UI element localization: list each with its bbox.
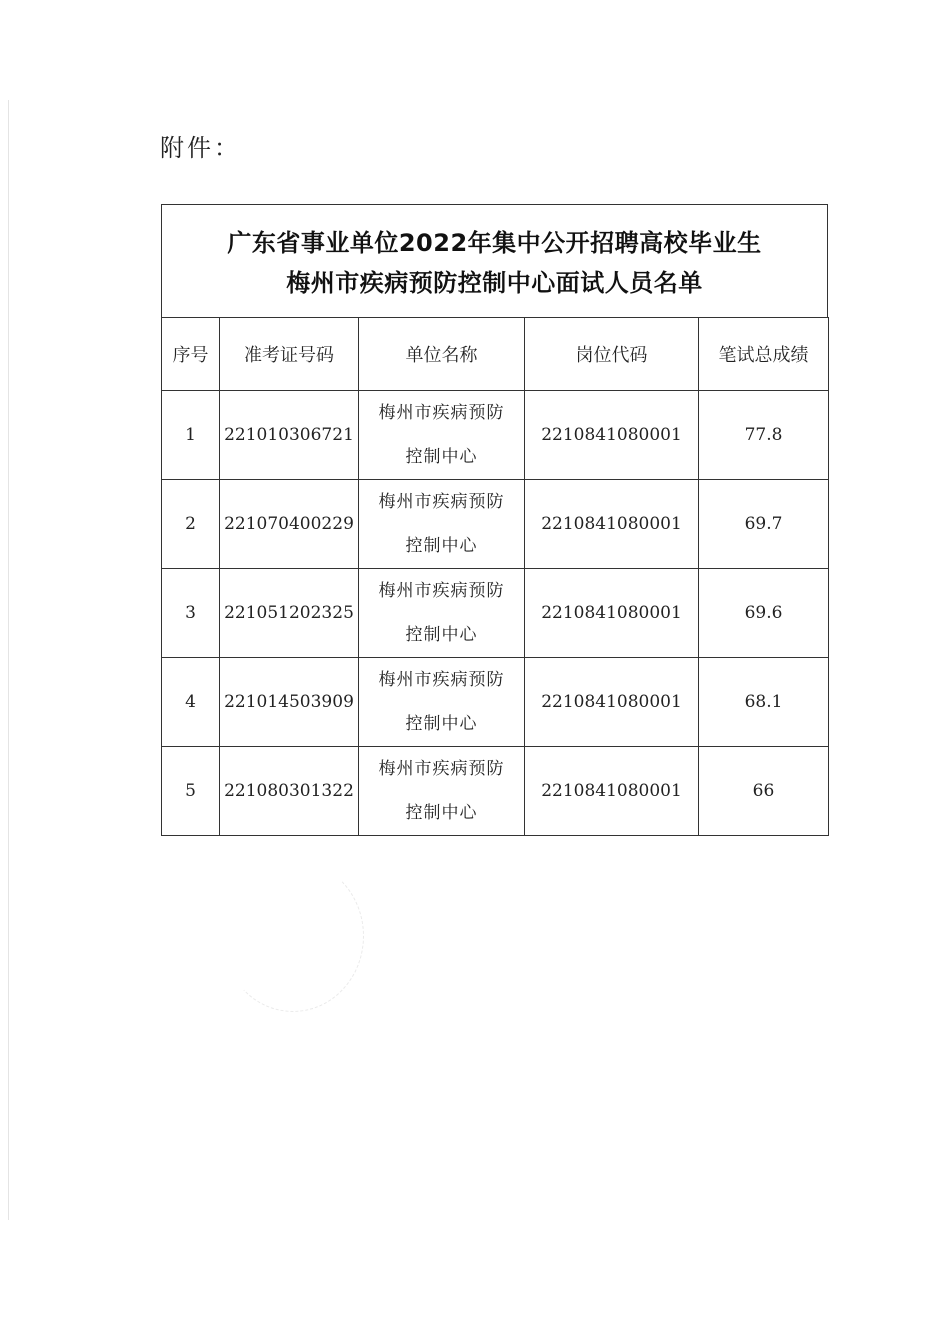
cell-exam-id: 221010306721: [220, 391, 359, 480]
cell-exam-id: 221070400229: [220, 480, 359, 569]
cell-score: 68.1: [699, 658, 829, 747]
cell-unit-line-1: 梅州市疾病预防: [378, 403, 505, 423]
cell-seq: 1: [162, 391, 220, 480]
cell-post-code: 2210841080001: [525, 569, 699, 658]
column-header-seq: 序号: [162, 318, 220, 391]
cell-score: 77.8: [699, 391, 829, 480]
cell-unit-line-2: 控制中心: [405, 803, 478, 823]
table-title-box: [161, 204, 828, 317]
faint-stamp-mark: [222, 860, 364, 1012]
scan-edge-line: [8, 100, 9, 1220]
cell-exam-id: 221080301322: [220, 747, 359, 836]
cell-exam-id: 221051202325: [220, 569, 359, 658]
cell-unit-line-2: 控制中心: [405, 625, 478, 645]
cell-unit-line-1: 梅州市疾病预防: [378, 581, 505, 601]
cell-unit-line-1: 梅州市疾病预防: [378, 670, 505, 690]
cell-unit: [359, 658, 525, 747]
table-title-line-2: 梅州市疾病预防控制中心面试人员名单: [286, 269, 703, 297]
cell-post-code: 2210841080001: [525, 747, 699, 836]
cell-score: 66: [699, 747, 829, 836]
cell-seq: 3: [162, 569, 220, 658]
table-row: [162, 391, 829, 480]
cell-unit: [359, 569, 525, 658]
column-header-unit: 单位名称: [359, 318, 525, 391]
cell-unit: [359, 747, 525, 836]
cell-post-code: 2210841080001: [525, 480, 699, 569]
interview-list-table: [161, 317, 829, 836]
cell-post-code: 2210841080001: [525, 391, 699, 480]
cell-unit-line-1: 梅州市疾病预防: [378, 492, 505, 512]
cell-unit-line-2: 控制中心: [405, 536, 478, 556]
table-header-row: [162, 318, 829, 391]
cell-post-code: 2210841080001: [525, 658, 699, 747]
cell-seq: 4: [162, 658, 220, 747]
cell-unit: [359, 480, 525, 569]
cell-score: 69.7: [699, 480, 829, 569]
cell-unit-line-1: 梅州市疾病预防: [378, 759, 505, 779]
cell-unit: [359, 391, 525, 480]
table-row: [162, 747, 829, 836]
column-header-exam-id: 准考证号码: [220, 318, 359, 391]
cell-exam-id: 221014503909: [220, 658, 359, 747]
column-header-post-code: 岗位代码: [525, 318, 699, 391]
table-row: [162, 569, 829, 658]
table-title-line-1: 广东省事业单位2022年集中公开招聘高校毕业生: [227, 229, 762, 257]
cell-unit-line-2: 控制中心: [405, 714, 478, 734]
cell-score: 69.6: [699, 569, 829, 658]
interview-list-table-container: [161, 204, 828, 836]
table-row: [162, 480, 829, 569]
column-header-score: 笔试总成绩: [699, 318, 829, 391]
attachment-label: 附件：: [160, 134, 241, 162]
cell-unit-line-2: 控制中心: [405, 447, 478, 467]
table-row: [162, 658, 829, 747]
cell-seq: 5: [162, 747, 220, 836]
cell-seq: 2: [162, 480, 220, 569]
